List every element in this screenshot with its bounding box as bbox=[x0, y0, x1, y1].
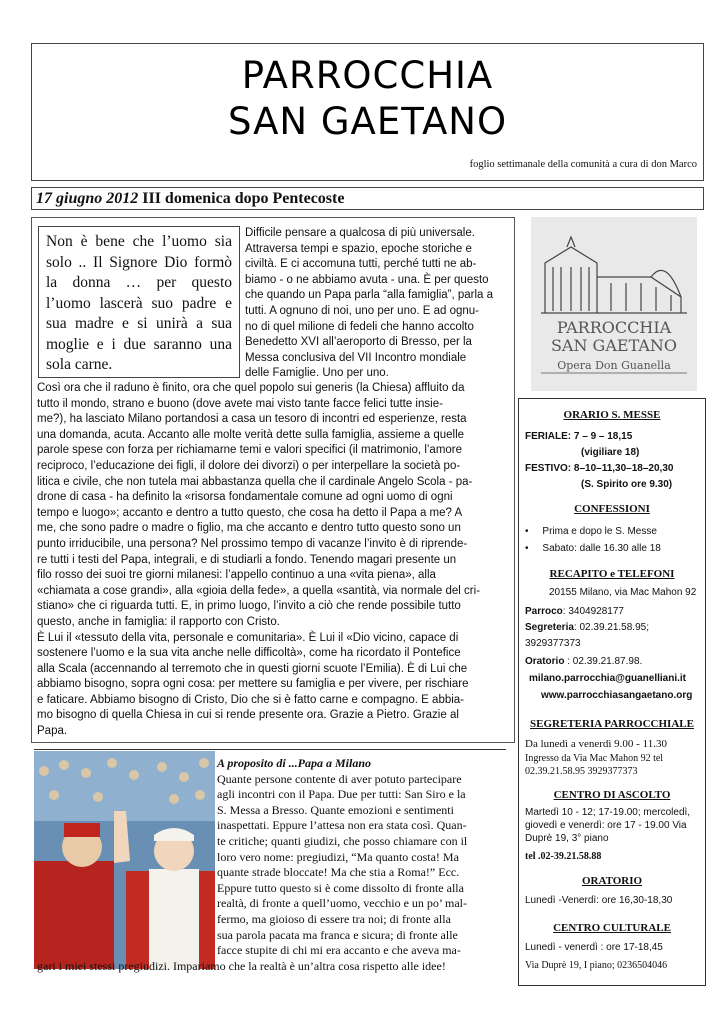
parish-logo bbox=[531, 217, 697, 391]
vigiliare-times: (vigiliare 18) bbox=[581, 447, 640, 458]
confessioni-text: Sabato: dalle 16.30 alle 18 bbox=[542, 543, 661, 554]
parroco-label: Parroco bbox=[525, 606, 563, 617]
aproposito-line: S. Messa a Bresso. Quante emozioni e sentimenti bbox=[217, 802, 454, 817]
body-line: stiano» che ci riguarda tutti. E, in primo luogo, l’invito a ciò che rende possibile tutto bbox=[37, 600, 461, 613]
logo-line3: Opera Don Guanella bbox=[557, 359, 671, 372]
pope-photo bbox=[34, 751, 215, 969]
issue-date: 17 giugno 2012 bbox=[36, 190, 139, 207]
oratorio-hours: Lunedì -Venerdì: ore 16,30-18,30 bbox=[525, 895, 673, 906]
parroco-phone: : 3404928177 bbox=[562, 606, 624, 617]
culturale-title: CENTRO CULTURALE bbox=[553, 922, 671, 934]
intro-line: civiltà. E ci accomuna tutti, perché tutti ne ab- bbox=[245, 258, 477, 271]
body-line: una domanda, acuta. Accanto alle molte verità dette sulla famiglia, assieme a quelle bbox=[37, 428, 465, 441]
confessioni-item: • Sabato: dalle 16.30 alle 18 bbox=[525, 543, 661, 554]
body-line: me?), ha lasciato Milano portandosi a casa un tesoro di incontri ed esperienze, resta bbox=[37, 413, 467, 426]
body-line: questo, anche in famiglia: il rapporto con Cristo. bbox=[37, 615, 280, 628]
body-line: mo bisogno di quella Chiesa in cui si rende presente ora. Grazie a Pietro. Grazie al bbox=[37, 709, 459, 722]
confessioni-title: CONFESSIONI bbox=[574, 503, 650, 515]
body-line: sostenere l’uomo e la sua vita anche nelle difficoltà», come ha ricordato il Pontefice bbox=[37, 647, 461, 660]
segreteria-phone2: 3929377373 bbox=[525, 638, 581, 649]
masthead-subtitle: foglio settimanale della comunità a cura di don Marco bbox=[469, 159, 697, 170]
culturale-address: Via Duprè 19, I piano; 0236504046 bbox=[525, 960, 668, 971]
aproposito-line: facce stupite di chi mi era accanto e che aveva ma- bbox=[217, 943, 461, 958]
masthead-title-line1: PARROCCHIA bbox=[241, 54, 494, 97]
masthead bbox=[31, 43, 704, 181]
logo-line2: SAN GAETANO bbox=[550, 336, 678, 355]
body-line: parole spese con forza per richiamarne temi e valori specifici (il matrimonio, l’amore bbox=[37, 444, 463, 457]
ascolto-line: giovedì e venerdì: ore 17 - 19.00 Via bbox=[525, 820, 687, 831]
segpar-phones: 02.39.21.58.95 3929377373 bbox=[525, 766, 638, 777]
segreteria-parrocchiale-title: SEGRETERIA PARROCCHIALE bbox=[530, 718, 694, 730]
intro-line: tutti. A ognuno di noi, uno per uno. E ad ognu- bbox=[245, 304, 480, 317]
ascolto-title: CENTRO DI ASCOLTO bbox=[553, 789, 671, 801]
confessioni-text: Prima e dopo le S. Messe bbox=[542, 526, 657, 537]
segpar-hours: Da lunedì a venerdì 9.00 - 11.30 bbox=[525, 738, 667, 750]
body-line: tempo e luogo»; accanto e dentro a tutto questo, che cosa ha detto il Papa a me? A bbox=[37, 506, 463, 519]
aproposito-line: agli incontri con il Papa. Due per tutti: San Siro e la bbox=[217, 787, 466, 802]
body-line: Papa. bbox=[37, 725, 68, 738]
body-line: e faticare. Abbiamo bisogno di Cristo, Dio che si è fatto carne e compagno. E abbia- bbox=[37, 693, 465, 706]
mass-times-title: ORARIO S. MESSE bbox=[563, 409, 661, 421]
email-link[interactable]: milano.parrocchia@guanelliani.it bbox=[529, 673, 687, 684]
info-box bbox=[518, 398, 706, 986]
issue-occasion: III domenica dopo Pentecoste bbox=[142, 190, 345, 207]
aproposito-heading: A proposito di ...Papa a Milano bbox=[217, 756, 372, 770]
body-line: È Lui il «tessuto della vita, personale e comunitaria». È Lui il «Dio vicino, capace di bbox=[37, 631, 459, 644]
body-line: filo rosso dei suoi tre giorni milanesi: l’appello continuo a una «vita piena», alla bbox=[37, 569, 436, 582]
segpar-entrance: Ingresso da Via Mac Mahon 92 tel bbox=[525, 753, 664, 764]
oratorio-label: Oratorio bbox=[525, 656, 565, 667]
logo-line1: PARROCCHIA bbox=[556, 318, 672, 337]
body-line: Così ora che il raduno è finito, ora che quel popolo sui generis (la Chiesa) affluito da bbox=[37, 382, 465, 394]
aproposito-line: Eppure tutto questo si è come dissolto di fronte alla bbox=[217, 880, 464, 895]
address: 20155 Milano, via Mac Mahon 92 bbox=[549, 587, 697, 598]
segreteria-line bbox=[525, 621, 649, 634]
body-line: alla Scala (accennando al terremoto che in questi giorni scuote l’Emilia). È di Lui che bbox=[37, 662, 468, 675]
feriale-times: FERIALE: 7 – 9 – 18,15 bbox=[525, 431, 633, 442]
body-line: punto irriducibile, una persona? Nel prossimo tempo di vacanze l’invito è di riprende- bbox=[37, 537, 468, 550]
body-line: drone di casa - ha definito la «risorsa fondamentale comune ad ogni uomo di ogni bbox=[37, 491, 453, 504]
confessioni-item: • Prima e dopo le S. Messe bbox=[525, 526, 657, 537]
body-line: abbiamo bisogno, sopra ogni cosa: per mettere su famiglia e per vivere, per rischiare bbox=[37, 678, 469, 691]
aproposito-line: sua parola pacata ma franca e sicura; di fronte alle bbox=[217, 927, 458, 942]
intro-line: no di quel milione di fedeli che hanno accolto bbox=[245, 320, 474, 333]
aproposito-line: fermo, ma gioioso di essere tra noi; di fronte alla bbox=[217, 911, 451, 926]
aproposito-line: quante strade bloccate! Ma che stia a Roma!” Ecc. bbox=[217, 865, 460, 880]
scripture-quote: Non è bene che l’uomo sia solo .. Il Signore Dio formò la donna … per questo l’uomo lascerà suo padre e sua madre e si unirà a sua moglie e i due saranno una sola carne. bbox=[38, 226, 240, 378]
body-line: reciproco, l’educazione dei figli, il dolore dei divorzi) o per interpellare la società po- bbox=[37, 459, 461, 472]
intro-line: che quando un Papa parla “alla famiglia”, parla a bbox=[245, 289, 494, 302]
article-intro bbox=[245, 226, 507, 382]
body-line: re tutti i testi del Papa, integrali, e di studiarli a fondo. Tenendo magari presente un bbox=[37, 553, 457, 566]
aproposito-line: te critiche; quanti giudizi, che posso chiamare con il bbox=[217, 833, 468, 848]
aproposito-article bbox=[217, 756, 502, 959]
website-link[interactable]: www.parrocchiasangaetano.org bbox=[541, 690, 693, 701]
segreteria-phone: : 02.39.21.58.95; bbox=[573, 622, 649, 633]
intro-line: Messa conclusiva del VII Incontro mondiale bbox=[245, 351, 467, 364]
article-body bbox=[37, 381, 509, 740]
body-line: «chiamata a cose grandi», alla «gioia della fede», a quella «santità, via normale del cri- bbox=[37, 584, 481, 597]
intro-line: Attraversa tempi e spazio, epoche storiche e bbox=[245, 242, 472, 255]
ascolto-line: Duprè 19, 3° piano bbox=[525, 833, 609, 844]
masthead-title-line2: SAN GAETANO bbox=[227, 100, 508, 143]
intro-line: Benedetto XVI all’aeroporto di Bresso, per la bbox=[245, 336, 472, 349]
aproposito-line: realtà, di fronte a quell’uomo, vecchio e un po’ mal- bbox=[217, 896, 468, 911]
divider bbox=[34, 749, 506, 750]
ascolto-phone: tel .02-39.21.58.88 bbox=[525, 851, 602, 862]
intro-line: biamo - o ne abbiamo avuta - una. È per questo bbox=[245, 273, 489, 286]
spirito-times: (S. Spirito ore 9.30) bbox=[581, 479, 673, 490]
body-line: tutto il mondo, strano e buono (dove avete mai visto tante facce felici tutte insie- bbox=[37, 397, 443, 410]
body-line: litica e civile, che non tutela mai abbastanza quella che il cardinale Angelo Scola - pa- bbox=[37, 475, 473, 488]
date-bar bbox=[31, 187, 704, 210]
body-line: me, che sono padre o madre o figlio, ma che accanto e dentro tutto questo sono un bbox=[37, 522, 461, 535]
culturale-hours: Lunedì - venerdì : ore 17-18,45 bbox=[525, 942, 663, 953]
aproposito-line: inaspettati. Eppure l’attesa non era stata così. Quan- bbox=[217, 818, 467, 833]
festivo-times: FESTIVO: 8–10–11,30–18–20,30 bbox=[525, 463, 674, 474]
oratorio-title: ORATORIO bbox=[581, 875, 643, 887]
aproposito-tail: gari i miei stessi pregiudizi. Impariamo che la realtà è un’altra cosa rispetto alle idee! bbox=[37, 959, 446, 973]
segreteria-label: Segreteria bbox=[525, 622, 574, 633]
intro-line: Difficile pensare a qualcosa di più universale. bbox=[245, 227, 475, 239]
recapito-title: RECAPITO e TELEFONI bbox=[549, 568, 675, 580]
ascolto-line: Martedì 10 - 12; 17-19.00; mercoledì, bbox=[525, 807, 691, 818]
aproposito-line: Quante persone contente di aver potuto partecipare bbox=[217, 771, 462, 786]
aproposito-line: loro vero nome: pregiudizi, “Ma quanto costa! Ma bbox=[217, 849, 459, 864]
parroco-line bbox=[525, 605, 624, 618]
intro-line: delle Famiglie. Uno per uno. bbox=[245, 367, 389, 380]
oratorio-line bbox=[525, 655, 642, 668]
oratorio-phone: : 02.39.21.87.98. bbox=[564, 656, 643, 667]
